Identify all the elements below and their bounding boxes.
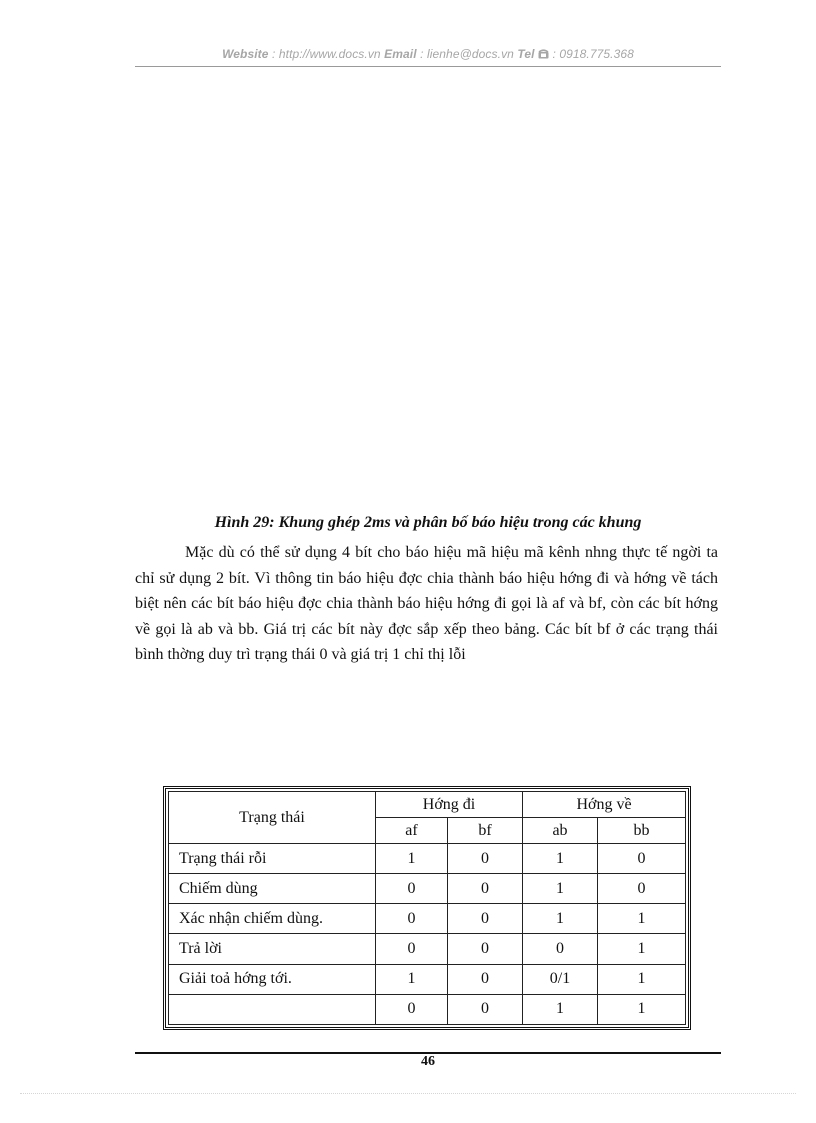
table-header-row <box>169 792 686 818</box>
body-paragraph: Mặc dù có thể sử dụng 4 bít cho báo hiệu mã hiệu mã kênh nhng thực tế ngời ta chỉ sử dụng 2 bít. Vì thông tin báo hiệu đợc chia thành báo hiệu hớng đi và hớng về tách biệt nên các bít báo hiệu đợc chia thành báo hiệu hớng đi gọi là af và bf, còn các bít hớng về gọi là ab và bb. Giá trị các bít này đợc sắp xếp theo bảng. Các bít bf ở các trạng thái bình thờng duy trì trạng thái 0 và giá trị 1 chỉ thị lỗi <box>135 544 718 663</box>
bf-cell: 0 <box>448 964 523 994</box>
signaling-bits-table <box>163 786 691 1030</box>
af-cell: 0 <box>376 994 448 1024</box>
table-row <box>169 844 686 874</box>
af-cell: 1 <box>376 844 448 874</box>
table-row <box>169 964 686 994</box>
state-cell: Chiếm dùng <box>169 874 376 904</box>
table-row <box>169 874 686 904</box>
bb-cell: 0 <box>598 844 686 874</box>
bf-cell: 0 <box>448 904 523 934</box>
website-label: Website <box>222 47 269 61</box>
bb-column-header: bb <box>598 818 686 844</box>
state-cell: Giải toả hớng tới. <box>169 964 376 994</box>
af-cell: 1 <box>376 964 448 994</box>
af-cell: 0 <box>376 874 448 904</box>
bb-cell: 0 <box>598 874 686 904</box>
email-label: Email <box>384 47 417 61</box>
ab-cell: 1 <box>523 904 598 934</box>
forward-group-header: Hớng đi <box>376 792 523 818</box>
af-cell: 0 <box>376 904 448 934</box>
af-cell: 0 <box>376 934 448 964</box>
state-column-header: Trạng thái <box>169 792 376 844</box>
ab-cell: 0/1 <box>523 964 598 994</box>
bf-cell: 0 <box>448 844 523 874</box>
tel-value: : 0918.775.368 <box>549 47 634 61</box>
bb-cell: 1 <box>598 994 686 1024</box>
ab-cell: 1 <box>523 994 598 1024</box>
ab-cell: 1 <box>523 874 598 904</box>
backward-group-header: Hớng về <box>523 792 686 818</box>
af-column-header: af <box>376 818 448 844</box>
bf-column-header: bf <box>448 818 523 844</box>
ab-cell: 1 <box>523 844 598 874</box>
figure-caption: Hình 29: Khung ghép 2ms và phân bố báo hiệu trong các khung <box>214 514 642 531</box>
email-value: : lienhe@docs.vn <box>416 47 518 61</box>
page-header <box>135 47 721 62</box>
page-bottom-dotted-line <box>20 1093 796 1094</box>
bf-cell: 0 <box>448 994 523 1024</box>
table-row <box>169 934 686 964</box>
bb-cell: 1 <box>598 964 686 994</box>
state-cell: Xác nhận chiếm dùng. <box>169 904 376 934</box>
bf-cell: 0 <box>448 934 523 964</box>
bb-cell: 1 <box>598 904 686 934</box>
bf-cell: 0 <box>448 874 523 904</box>
state-cell: Trả lời <box>169 934 376 964</box>
bb-cell: 1 <box>598 934 686 964</box>
page-number: 46 <box>421 1054 435 1069</box>
header-divider <box>135 66 721 67</box>
state-cell <box>169 994 376 1024</box>
table-row <box>169 994 686 1024</box>
phone-icon <box>538 48 549 62</box>
website-value: : http://www.docs.vn <box>268 47 385 61</box>
table-row <box>169 904 686 934</box>
state-cell: Trạng thái rỗi <box>169 844 376 874</box>
tel-label: Tel <box>517 47 535 61</box>
ab-column-header: ab <box>523 818 598 844</box>
ab-cell: 0 <box>523 934 598 964</box>
